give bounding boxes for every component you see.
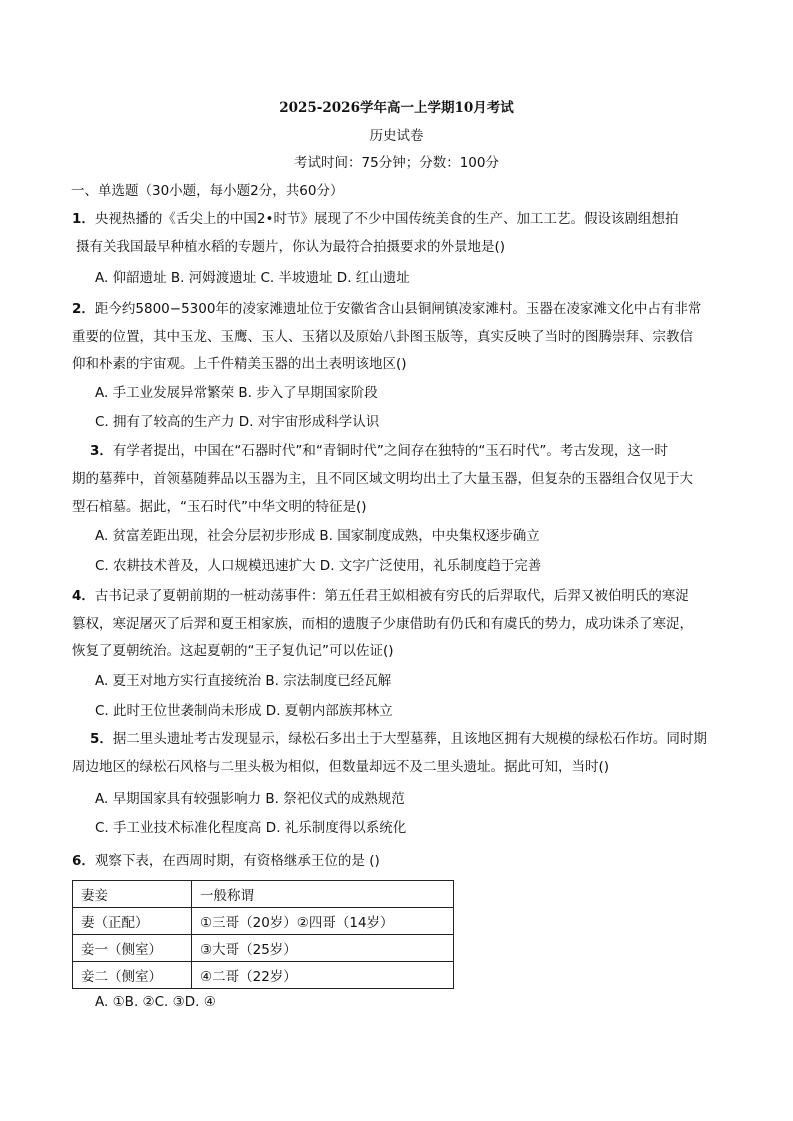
table-cell: 妾一（侧室） bbox=[73, 935, 192, 962]
question-text-line: 周边地区的绿松石风格与二里头极为相似，但数量却远不及二里头遗址。据此可知，当时() bbox=[72, 759, 610, 775]
question-text-line: 2．距今约5800−5300年的凌家滩遗址位于安徽省含山县铜闸镇凌家滩村。玉器在凌家滩文化中占有非常 bbox=[72, 301, 702, 317]
answer-options: C. 拥有了较高的生产力 D. 对宇宙形成科学认识 bbox=[95, 414, 380, 430]
table-header-cell: 一般称谓 bbox=[192, 881, 454, 908]
question-text-line: 篡权，寒浞屠灭了后羿和夏王相家族，而相的遗腹子少康借助有仍氏和有虞氏的势力，成功诛杀了寒浞， bbox=[72, 616, 693, 632]
succession-table bbox=[72, 880, 454, 989]
answer-options: C. 手工业技术标准化程度高 D. 礼乐制度得以系统化 bbox=[95, 820, 407, 836]
table-cell: 妾二（侧室） bbox=[73, 962, 192, 989]
exam-subject: 历史试卷 bbox=[369, 128, 424, 144]
exam-title: 2025-2026学年高一上学期10月考试 bbox=[279, 100, 514, 116]
question-number: 4． bbox=[72, 588, 95, 604]
table-row bbox=[73, 962, 454, 989]
table-header-cell: 妻妾 bbox=[73, 881, 192, 908]
answer-options: A. 夏王对地方实行直接统治 B. 宗法制度已经瓦解 bbox=[95, 673, 392, 689]
question-text-line: 5．据二里头遗址考古发现显示，绿松石多出土于大型墓葬，且该地区拥有大规模的绿松石作坊。同时期 bbox=[90, 731, 707, 747]
question-text-line: 4．古书记录了夏朝前期的一桩动荡事件：第五任君王姒相被有穷氏的后羿取代，后羿又被伯明氏的寒浞 bbox=[72, 588, 689, 604]
question-text-line: 重要的位置，其中玉龙、玉鹰、玉人、玉猪以及原始八卦图玉版等，真实反映了当时的图腾崇拜、宗教信 bbox=[72, 329, 693, 345]
question-text-line: 仰和朴素的宇宙观。上千件精美玉器的出土表明该地区() bbox=[72, 356, 407, 372]
question-text-line: 6．观察下表，在西周时期，有资格继承王位的是 () bbox=[72, 853, 380, 869]
question-number: 2． bbox=[72, 301, 95, 317]
table-header-row bbox=[73, 881, 454, 908]
table-cell: ③大哥（25岁） bbox=[192, 935, 454, 962]
section-heading: 一、单选题（30小题，每小题2分，共60分） bbox=[71, 183, 344, 199]
question-number: 6． bbox=[72, 853, 95, 869]
table-row bbox=[73, 935, 454, 962]
question-text-line: 1．央视热播的《舌尖上的中国2•时节》展现了不少中国传统美食的生产、加工工艺。假设该剧组想拍 bbox=[72, 211, 679, 227]
table-cell: ④二哥（22岁） bbox=[192, 962, 454, 989]
question-number: 1． bbox=[72, 211, 95, 227]
answer-options: C. 此时王位世袭制尚未形成 D. 夏朝内部族邦林立 bbox=[95, 703, 393, 719]
table-cell: ①三哥（20岁）②四哥（14岁） bbox=[192, 908, 454, 935]
answer-options: A. 手工业发展异常繁荣 B. 步入了早期国家阶段 bbox=[95, 385, 378, 401]
answer-options: A. 早期国家具有较强影响力 B. 祭祀仪式的成熟规范 bbox=[95, 791, 405, 807]
question-text-line: 恢复了夏朝统治。这起夏朝的“王子复仇记”可以佐证() bbox=[72, 643, 394, 659]
table-row bbox=[73, 908, 454, 935]
table-cell: 妻（正配） bbox=[73, 908, 192, 935]
answer-options: A. 贫富差距出现，社会分层初步形成 B. 国家制度成熟，中央集权逐步确立 bbox=[95, 528, 540, 544]
exam-info: 考试时间：75分钟；分数：100分 bbox=[294, 155, 499, 171]
question-text-line: 型石棺墓。据此，“玉石时代”中华文明的特征是() bbox=[72, 499, 367, 515]
question-text-line: 摄有关我国最早种植水稻的专题片，你认为最符合拍摄要求的外景地是() bbox=[76, 239, 506, 255]
answer-options: A. ①B. ②C. ③D. ④ bbox=[95, 994, 216, 1010]
question-text-line: 期的墓葬中，首领墓随葬品以玉器为主，且不同区域文明均出土了大量玉器，但复杂的玉器组合仅见于大 bbox=[72, 471, 693, 487]
question-number: 5． bbox=[90, 731, 113, 747]
answer-options: C. 农耕技术普及，人口规模迅速扩大 D. 文字广泛使用，礼乐制度趋于完善 bbox=[95, 558, 542, 574]
question-text-line: 3．有学者提出，中国在“石器时代”和“青铜时代”之间存在独特的“玉石时代”。考古发现，这一时 bbox=[90, 443, 668, 459]
question-number: 3． bbox=[90, 443, 113, 459]
answer-options: A. 仰韶遗址 B. 河姆渡遗址 C. 半坡遗址 D. 红山遗址 bbox=[95, 270, 410, 286]
